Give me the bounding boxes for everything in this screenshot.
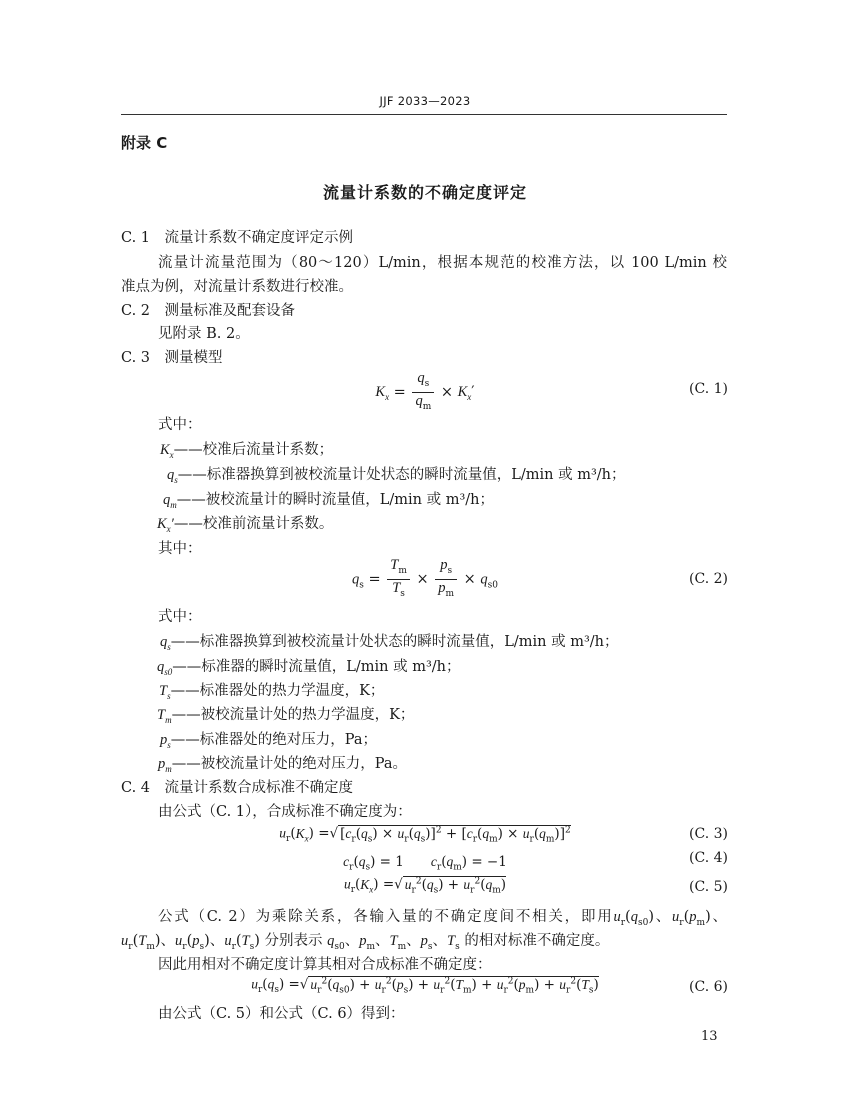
section-c4-intro: 由公式（C. 1），合成标准不确定度为：	[158, 804, 412, 820]
running-header: JJF 2033—2023	[379, 94, 471, 108]
definition-qm: $q_m——$被校流量计的瞬时流量值，L/min 或 m³/h；	[163, 492, 494, 510]
where-intro-2: 式中：	[158, 609, 202, 625]
page-number: 13	[701, 1029, 718, 1044]
c4-final-line: 由公式（C. 5）和公式（C. 6）得到：	[158, 1006, 405, 1022]
equation-c4-label: (C. 4)	[689, 850, 728, 866]
section-c1-text-line2: 准点为例，对流量计系数进行校准。	[121, 279, 353, 295]
definition-pm: $p_m——$被校流量计处的绝对压力，Pa。	[158, 756, 407, 774]
c4-paragraph-line1: 公式（C. 2）为乘除关系，各输入量的不确定度间不相关，即用$u_r(q_{s0})$、$u_r(p_m)$、	[158, 909, 727, 928]
equation-c5: $u_r(K_x)$ =√ $u_r^2(q_s) + u_r^2(q_m)$	[343, 876, 507, 896]
section-c4-heading: C. 4 流量计系数合成标准不确定度	[121, 780, 354, 796]
equation-c6-label: (C. 6)	[689, 979, 728, 995]
section-c1-heading: C. 1 流量计系数不确定度评定示例	[121, 230, 354, 246]
appendix-label: 附录 C	[121, 134, 168, 152]
definition-ps: $p_s——$标准器处的绝对压力，Pa；	[160, 732, 378, 750]
definition-kx: $K_x——$校准后流量计系数；	[160, 442, 334, 460]
section-c3-heading: C. 3 测量模型	[121, 350, 223, 366]
definition-qs: $q_s——$标准器换算到被校流量计处状态的瞬时流量值，L/min 或 m³/h；	[167, 467, 626, 485]
equation-c4: $c_r(q_s) = 1$ $c_r(q_m) = -1$	[343, 854, 507, 873]
where-intro-1: 式中：	[158, 417, 202, 433]
equation-c6: $u_r(q_s)$ =√ $u_r^2(q_{s0}) + u_r^2(p_s) + u_r^2(T_m) + u_r^2(p_m) + u_r^2(T_s)$	[251, 976, 599, 996]
section-c1-text-line1: 流量计流量范围为（80～120）L/min，根据本规范的校准方法，以 100 L/min 校	[158, 255, 727, 271]
definition-kx-prime: $K_x'——$校准前流量计系数。	[157, 516, 334, 534]
definition-ts: $T_s——$标准器处的热力学温度，K；	[159, 683, 385, 701]
section-c2-heading: C. 2 测量标准及配套设备	[121, 303, 296, 319]
equation-c5-label: (C. 5)	[689, 879, 728, 895]
definition-tm: $T_m——$被校流量计处的热力学温度，K；	[157, 707, 415, 725]
equation-c1: $K_x$ = $\frac{q_s}{q_m}$ × $K_x'$	[375, 370, 475, 412]
section-c2-text: 见附录 B. 2。	[158, 326, 250, 342]
definition-qs-2: $q_s——$标准器换算到被校流量计处状态的瞬时流量值，L/min 或 m³/h；	[160, 634, 619, 652]
definition-qs0: $q_{s0}——$标准器的瞬时流量值，L/min 或 m³/h；	[157, 659, 461, 677]
qizhong-label: 其中：	[158, 541, 202, 557]
c4-paragraph-line3: 因此用相对不确定度计算其相对合成标准不确定度：	[158, 957, 492, 973]
equation-c3-label: (C. 3)	[689, 826, 728, 842]
page-title: 流量计系数的不确定度评定	[322, 183, 527, 202]
header-rule	[121, 114, 727, 115]
equation-c2-label: (C. 2)	[689, 571, 728, 587]
c4-paragraph-line2: $u_r(T_m)$、$u_r(p_s)$、$u_r(T_s)$ 分别表示 $q_{s0}$、$p_m$、$T_m$、$p_s$、$T_s$ 的相对标准不确定度。	[121, 933, 610, 952]
equation-c3: $u_r(K_x)$ =√ $[c_r(q_s) \times u_r(q_s)]^2 + [c_r(q_m) \times u_r(q_m)]^2$	[279, 825, 571, 845]
equation-c1-label: (C. 1)	[689, 381, 728, 397]
equation-c2: $q_s$ = $\frac{T_m}{T_s}$ × $\frac{p_s}{p_m}$ × $q_{s0}$	[351, 557, 499, 599]
